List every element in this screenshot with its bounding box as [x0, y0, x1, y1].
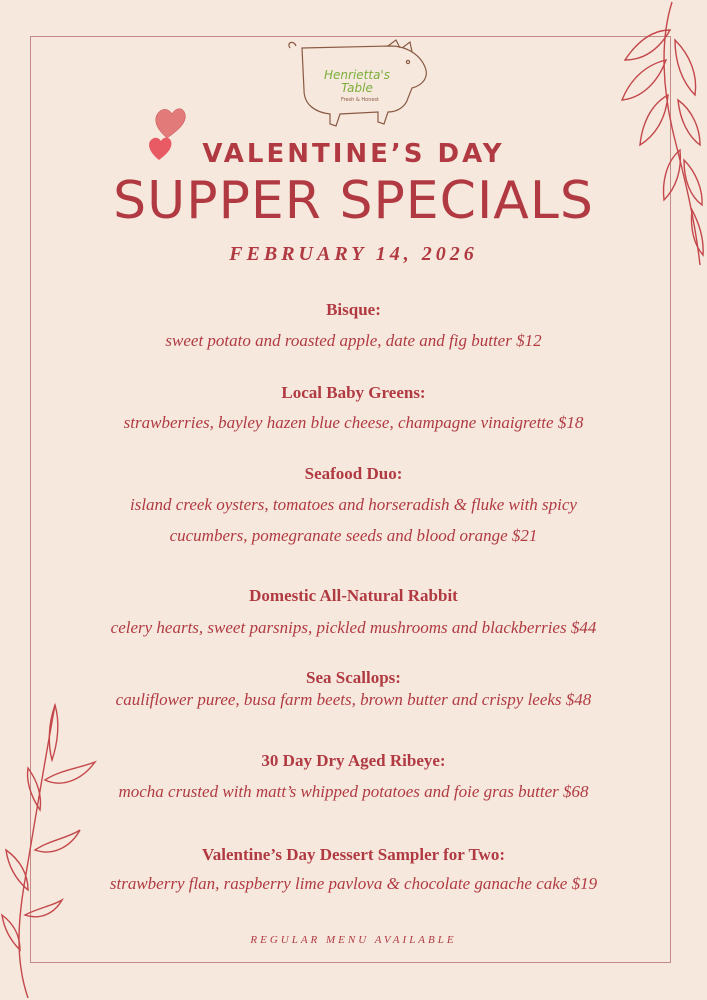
menu-item-description: cauliflower puree, busa farm beets, brown butter and crispy leeks $48: [115, 690, 592, 709]
menu-item-name: Seafood Duo:: [304, 464, 403, 483]
menu-item-name: Sea Scallops:: [306, 668, 401, 687]
menu-item-name: 30 Day Dry Aged Ribeye:: [261, 751, 446, 770]
menu-item-name: Local Baby Greens:: [281, 383, 426, 402]
menu-item-description: celery hearts, sweet parsnips, pickled mushrooms and blackberries $44: [110, 618, 597, 637]
menu-item-name: Domestic All-Natural Rabbit: [249, 586, 458, 605]
menu-item-description: strawberries, bayley hazen blue cheese, champagne vinaigrette $18: [123, 413, 584, 432]
menu-item-description: mocha crusted with matt’s whipped potatoes and foie gras butter $68: [118, 782, 589, 801]
menu-item-description: island creek oysters, tomatoes and horseradish & fluke with spicy: [130, 495, 577, 514]
regular-menu-note: REGULAR MENU AVAILABLE: [250, 934, 457, 946]
menu-item-description: strawberry flan, raspberry lime pavlova & chocolate ganache cake $19: [109, 874, 598, 893]
title-valentines-day: VALENTINE’S DAY: [202, 139, 505, 169]
title-supper-specials: SUPPER SPECIALS: [113, 171, 594, 231]
menu-item-description: cucumbers, pomegranate seeds and blood orange $21: [169, 526, 538, 545]
menu-item-description: sweet potato and roasted apple, date and fig butter $12: [165, 331, 542, 350]
logo-name: Henrietta's Table: [324, 68, 390, 95]
menu-item-name: Bisque:: [326, 300, 381, 319]
logo-tagline: Fresh & Honest: [340, 97, 379, 103]
menu-item-name: Valentine’s Day Dessert Sampler for Two:: [202, 845, 505, 864]
event-date: FEBRUARY 14, 2026: [229, 243, 478, 265]
